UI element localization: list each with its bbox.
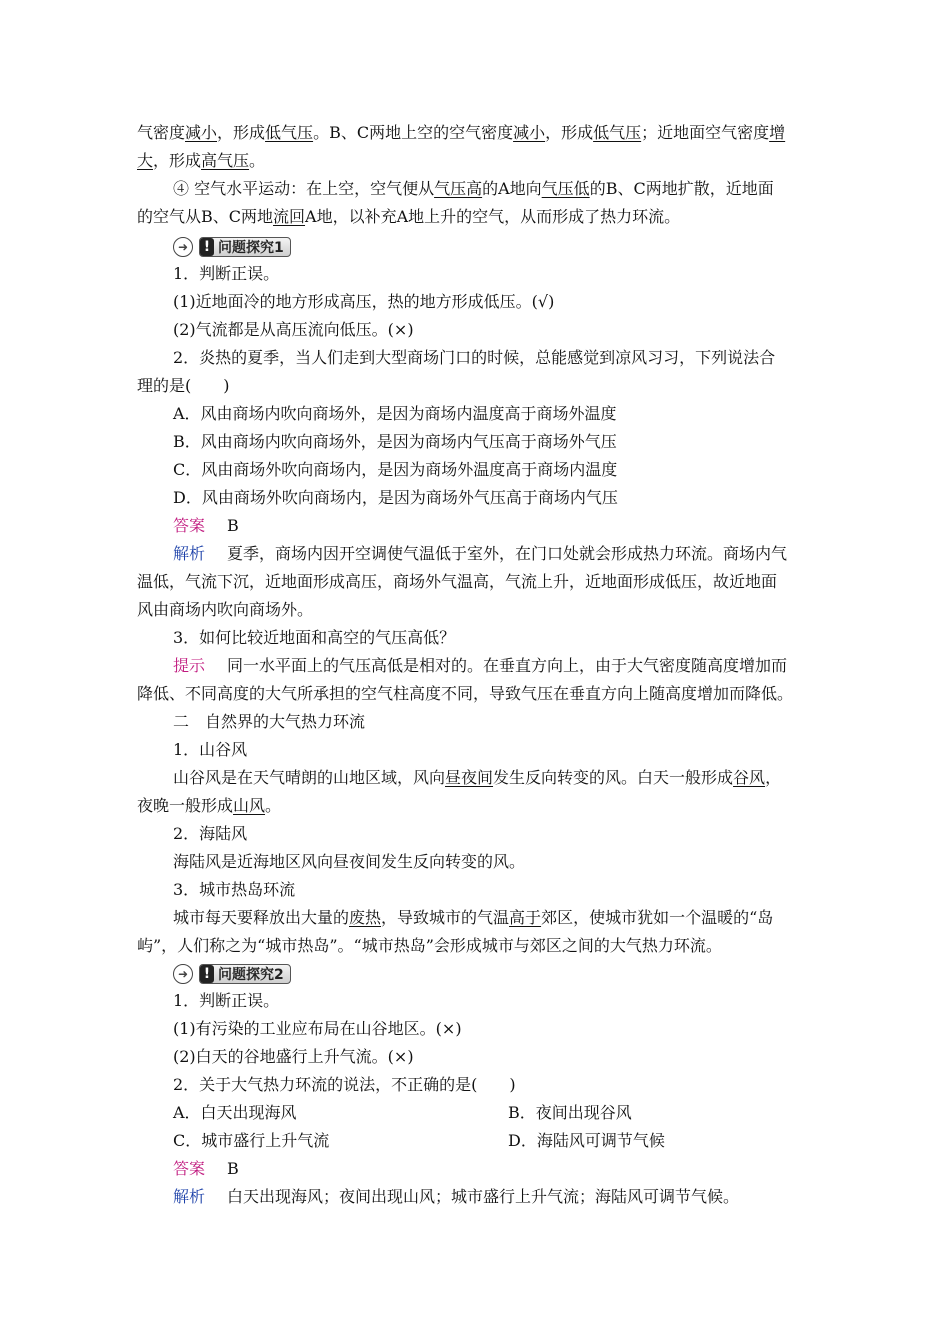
answer-value: B (227, 516, 239, 535)
analysis-text: 白天出现海风；夜间出现山风；城市盛行上升气流；海陆风可调节气候。 (227, 1187, 740, 1206)
question-3: 3．如何比较近地面和高空的气压高低？ (173, 628, 456, 647)
text: ，形成 (153, 151, 202, 170)
paragraph-line: 屿”，人们称之为“城市热岛”。“城市热岛”会形成城市与郊区之间的大气热力环流。 (137, 936, 722, 955)
text: 城市每天要释放出大量的 (173, 908, 350, 927)
text: ，形成 (217, 123, 266, 142)
text: ，导致城市的气温 (381, 908, 510, 927)
fill-blank-answer: 低气压 (265, 123, 314, 142)
fill-blank-answer: 大 (137, 151, 154, 170)
section-title: 二 自然界的大气热力环流 (173, 712, 366, 731)
hint-text: 降低、不同高度的大气所承担的空气柱高度不同，导致气压在垂直方向上随高度增加而降低。 (137, 684, 794, 703)
question-2: 2．关于大气热力环流的说法，不正确的是( ) (173, 1075, 516, 1094)
paragraph-line (137, 147, 265, 175)
fill-blank-answer: 气压高 (434, 179, 483, 198)
arrow-right-icon: ➜ (173, 237, 193, 257)
fill-blank-answer: 高于 (509, 908, 542, 927)
analysis-line (173, 1183, 739, 1211)
text: 。 (265, 796, 282, 815)
analysis-text: 风由商场内吹向商场外。 (137, 600, 314, 619)
text: ，形成 (545, 123, 594, 142)
answer-value: B (227, 1159, 239, 1178)
fill-blank-answer: 废热 (349, 908, 382, 927)
question-item: (2)气流都是从高压流向低压。(×) (173, 320, 414, 339)
hint-label: 提示 (173, 656, 206, 675)
option-a: A．白天出现海风 (173, 1103, 297, 1122)
option-d: D．风由商场外吹向商场内，是因为商场外气压高于商场内气压 (173, 488, 618, 507)
problem-probe-tag-1 (173, 235, 291, 259)
text: A地，以补充A地上升的空气，从而形成了热力环流。 (305, 207, 681, 226)
paragraph-line (137, 203, 680, 231)
paragraph-line (137, 792, 281, 820)
text: 发生反向转变的风。白天一般形成 (493, 768, 734, 787)
text: ④ 空气水平运动：在上空，空气便从 (173, 179, 435, 198)
paragraph-line (137, 119, 785, 147)
answer-line (173, 1155, 239, 1183)
hint-text: 同一水平面上的气压高低是相对的。在垂直方向上，由于大气密度随高度增加而 (227, 656, 788, 675)
paragraph-line: 海陆风是近海地区风向昼夜间发生反向转变的风。 (173, 852, 526, 871)
answer-label: 答案 (173, 1159, 206, 1178)
subsection-title: 3．城市热岛环流 (173, 880, 296, 899)
text: 。 (249, 151, 266, 170)
option-b: B．风由商场内吹向商场外，是因为商场内气压高于商场外气压 (173, 432, 617, 451)
question-2-cont: 理的是( ) (137, 376, 230, 395)
analysis-label: 解析 (173, 544, 206, 563)
analysis-text: 温低，气流下沉，近地面形成高压，商场外气温高，气流上升，近地面形成低压，故近地面 (137, 572, 778, 591)
answer-line (173, 512, 239, 540)
option-d: D．海陆风可调节气候 (508, 1131, 665, 1150)
analysis-text: 夏季，商场内因开空调使气温低于室外，在门口处就会形成热力环流。商场内气 (227, 544, 788, 563)
fill-blank-answer: 山风 (233, 796, 266, 815)
answer-label: 答案 (173, 516, 206, 535)
analysis-label: 解析 (173, 1187, 206, 1206)
question-1: 1．判断正误。 (173, 264, 280, 283)
text: 气密度 (137, 123, 186, 142)
text: 。B、C两地上空的空气密度 (313, 123, 514, 142)
fill-blank-answer: 减小 (185, 123, 218, 142)
fill-blank-answer: 昼夜间 (445, 768, 494, 787)
question-item: (1)有污染的工业应布局在山谷地区。(×) (173, 1019, 462, 1038)
fill-blank-answer: 流回 (273, 207, 306, 226)
question-1: 1．判断正误。 (173, 991, 280, 1010)
tag-label: 问题探究1 (218, 240, 284, 256)
tag-label: 问题探究2 (218, 967, 284, 983)
exclamation-icon: ! (200, 965, 214, 983)
text: ， (765, 768, 782, 787)
fill-blank-answer: 气压低 (541, 179, 590, 198)
option-c: C．城市盛行上升气流 (173, 1131, 330, 1150)
text: ；近地面空气密度 (641, 123, 770, 142)
tag-box (199, 237, 291, 257)
paragraph-line (173, 175, 774, 203)
fill-blank-answer: 高气压 (201, 151, 250, 170)
text: 的A地向 (482, 179, 542, 198)
fill-blank-answer: 增 (769, 123, 786, 142)
text: 郊区，使城市犹如一个温暖的“岛 (541, 908, 774, 927)
text: 的B、C两地扩散，近地面 (589, 179, 774, 198)
paragraph-line (173, 764, 781, 792)
subsection-title: 2．海陆风 (173, 824, 248, 843)
hint-line (173, 652, 787, 680)
tag-box (199, 964, 291, 984)
problem-probe-tag-2 (173, 962, 291, 986)
exclamation-icon: ! (200, 238, 214, 256)
text: 的空气从B、C两地 (137, 207, 274, 226)
analysis-line (173, 540, 787, 568)
paragraph-line (173, 904, 773, 932)
option-b: B．夜间出现谷风 (508, 1103, 632, 1122)
options-row (173, 1099, 297, 1127)
option-a: A．风由商场内吹向商场外，是因为商场内温度高于商场外温度 (173, 404, 617, 423)
text: 夜晚一般形成 (137, 796, 234, 815)
option-c: C．风由商场外吹向商场内，是因为商场外温度高于商场内温度 (173, 460, 618, 479)
fill-blank-answer: 低气压 (593, 123, 642, 142)
fill-blank-answer: 谷风 (733, 768, 766, 787)
text: 山谷风是在天气晴朗的山地区域，风向 (173, 768, 446, 787)
fill-blank-answer: 减小 (513, 123, 546, 142)
question-item: (2)白天的谷地盛行上升气流。(×) (173, 1047, 414, 1066)
subsection-title: 1．山谷风 (173, 740, 248, 759)
arrow-right-icon: ➜ (173, 964, 193, 984)
question-2: 2．炎热的夏季，当人们走到大型商场门口的时候，总能感觉到凉风习习，下列说法合 (173, 348, 776, 367)
question-item: (1)近地面冷的地方形成高压，热的地方形成低压。(√) (173, 292, 555, 311)
